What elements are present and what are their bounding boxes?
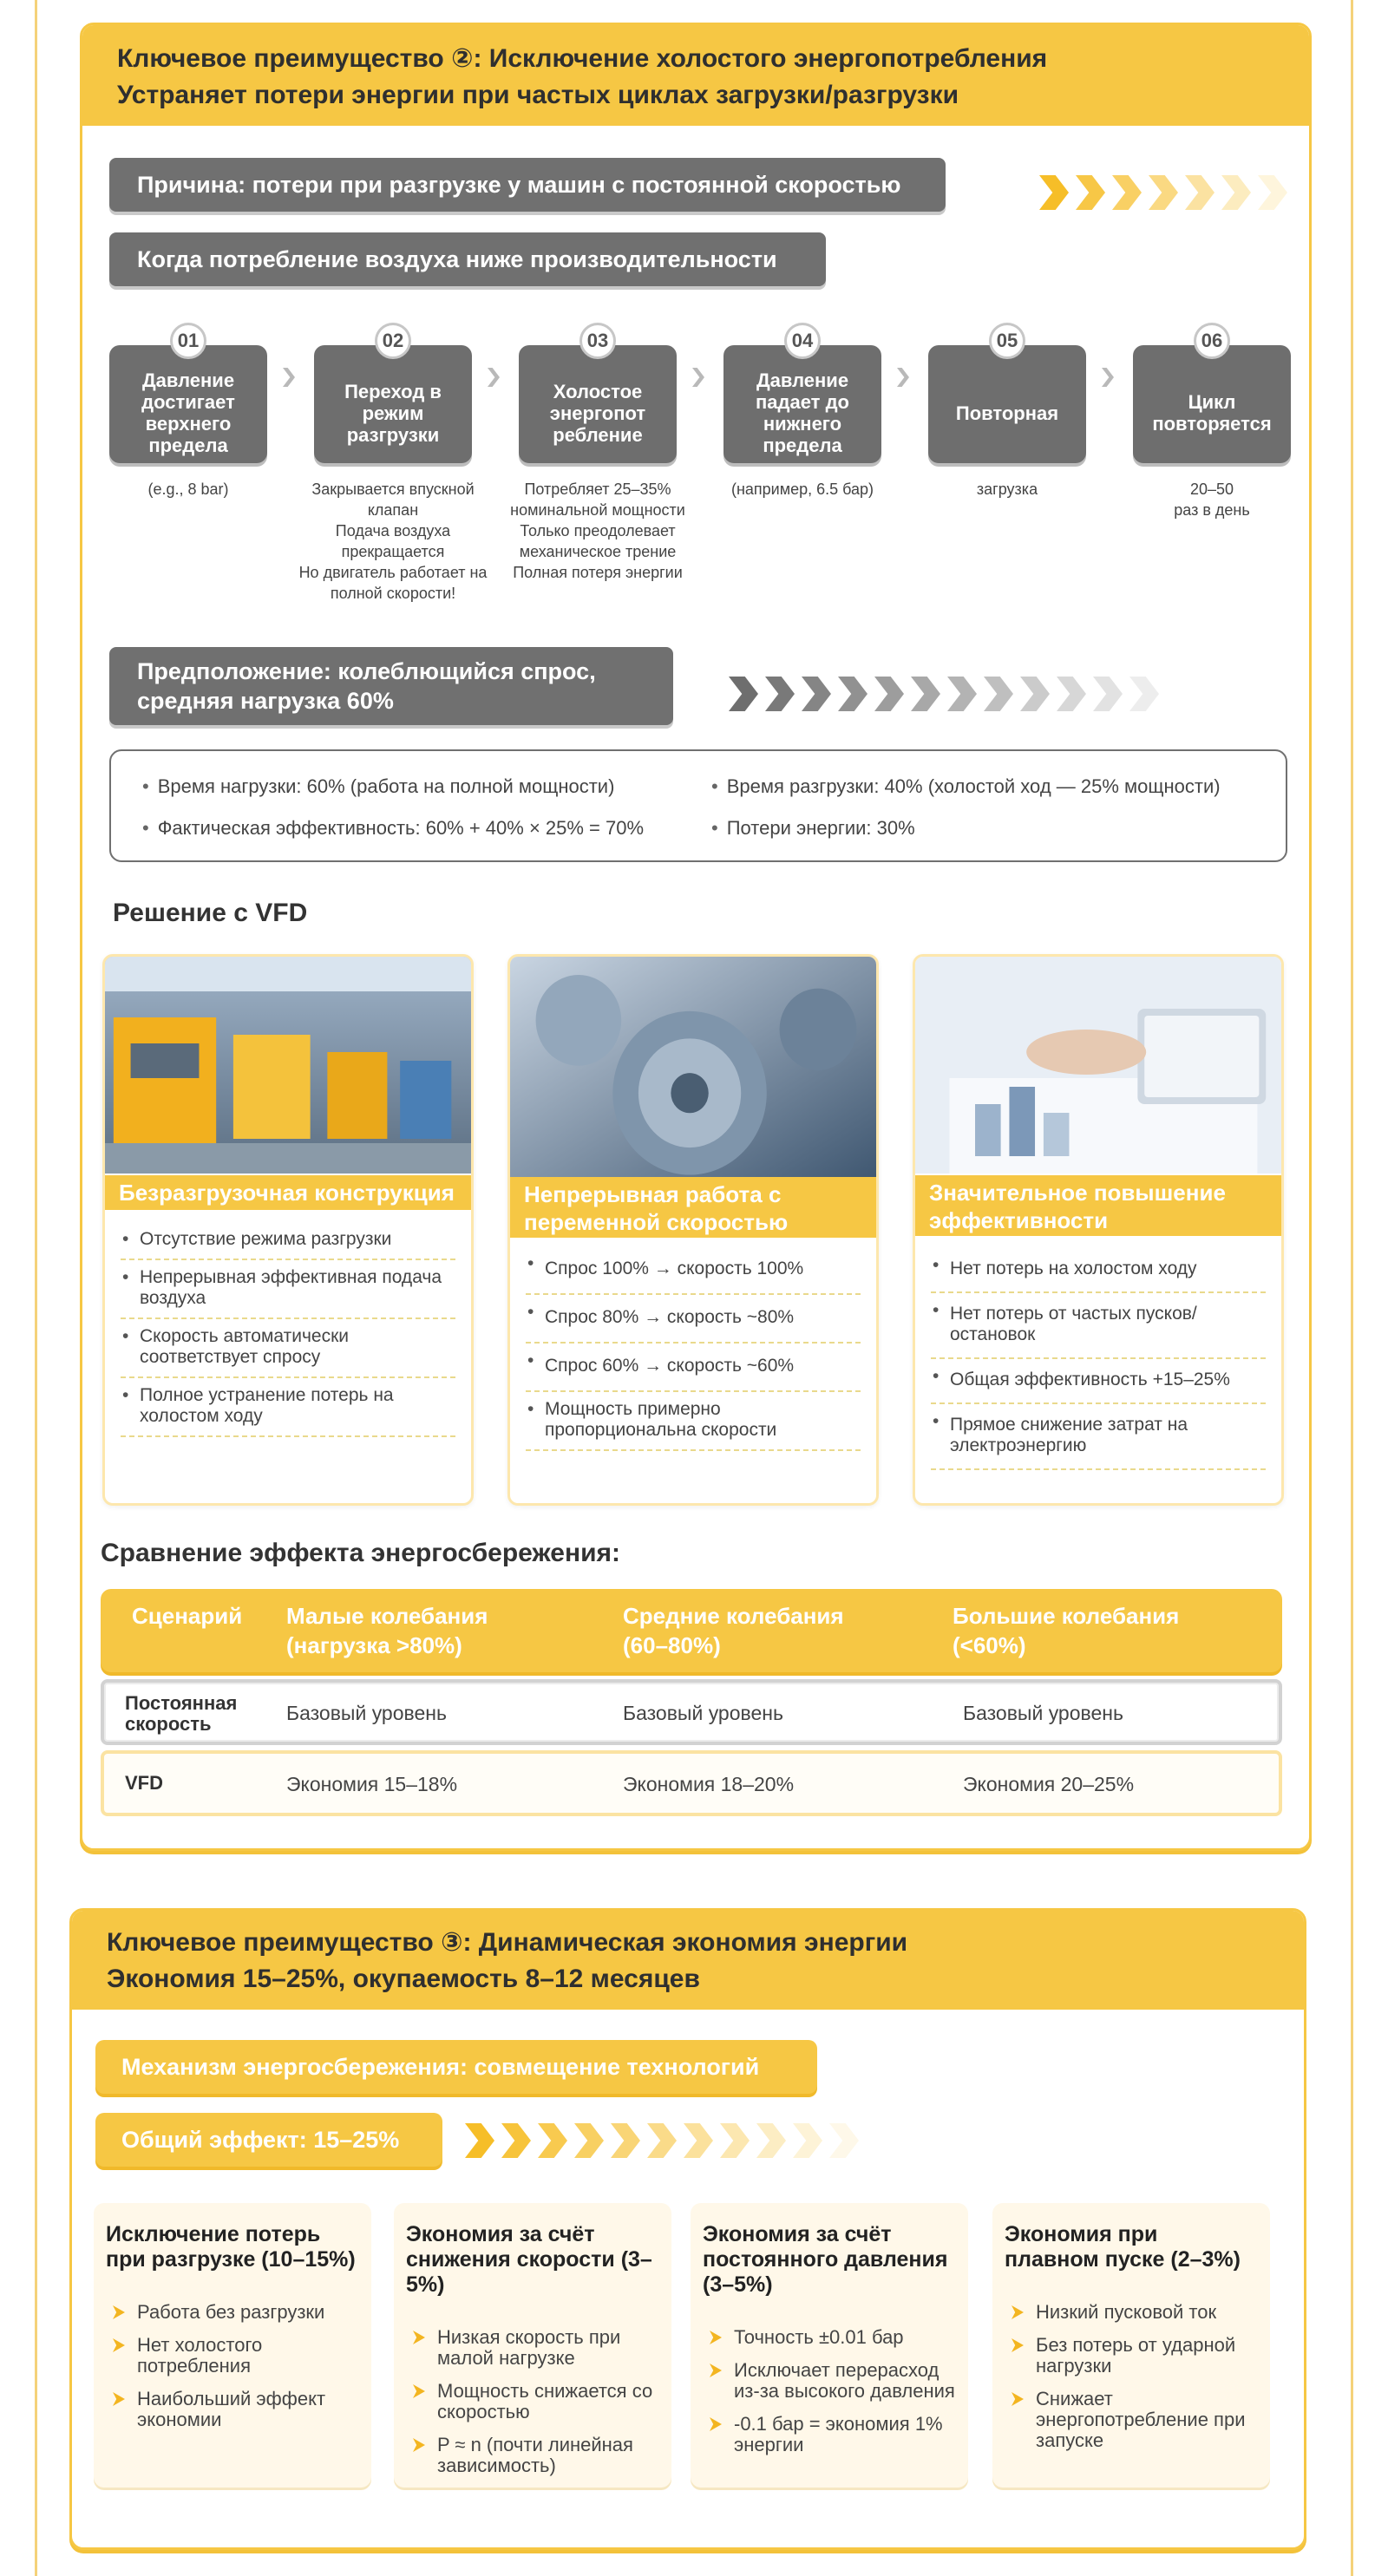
assumption-item: • Время нагрузки: 60% (работа на полной мощности): [142, 775, 614, 798]
mechanism-list-item: Низкая скорость при малой нагрузке: [406, 2327, 659, 2369]
chevron-right-icon: [1039, 175, 1069, 210]
chevron-right-icon: [874, 677, 904, 711]
assumption-item: • Потери энергии: 30%: [711, 817, 915, 840]
chevron-right-icon: [829, 2123, 859, 2158]
row-cell: Базовый уровень: [623, 1702, 783, 1724]
list-item: • Спрос 100% → скорость 100%: [526, 1246, 861, 1295]
chevron-decoration-gray: [729, 677, 1159, 711]
chevron-right-icon: [984, 677, 1013, 711]
mechanism-list-item: Низкий пусковой ток: [1005, 2302, 1258, 2323]
card-title-text: Значительное повышение эффективности: [929, 1180, 1226, 1233]
card-title: Безразгрузочная конструкция: [105, 1175, 471, 1210]
step-number-badge: 06: [1194, 323, 1230, 359]
process-step-05: Повторная: [928, 345, 1086, 463]
vfd-card-variable-speed: [507, 954, 879, 1506]
chevron-decoration-yellow: [465, 2123, 859, 2158]
chevron-right-icon: [1020, 677, 1050, 711]
list-item: • Непрерывная эффективная подача воздуха: [121, 1260, 455, 1319]
section-advantage-2: [80, 23, 1312, 1851]
row-label: Постоянная скорость: [125, 1692, 238, 1735]
assumption-line-1: Предположение: колеблющийся спрос,: [137, 658, 596, 684]
page-border-left: [35, 0, 37, 2576]
compare-header-cell: Сценарий: [132, 1603, 243, 1629]
mechanism-card-title: Исключение потерь при разгрузке (10–15%): [106, 2222, 356, 2272]
chevron-right-icon: [501, 2123, 531, 2158]
mechanism-list-item: Работа без разгрузки: [106, 2302, 359, 2323]
mechanism-card: [691, 2203, 968, 2488]
chevron-right-icon: [1221, 175, 1251, 210]
mechanism-list-item: Снижает энергопотребление при запуске: [1005, 2389, 1258, 2451]
chevron-decoration: [1039, 175, 1287, 210]
chevron-right-icon: [802, 677, 831, 711]
compare-row-constant: [101, 1679, 1282, 1745]
chevron-right-icon: [538, 2123, 567, 2158]
card-list: [121, 1222, 455, 1437]
row-cell: Базовый уровень: [286, 1702, 447, 1724]
chevron-right-icon: [1185, 175, 1214, 210]
card-title: [510, 1177, 876, 1238]
step-description: (например, 6.5 бар): [730, 481, 874, 498]
chevron-right-icon: [1258, 175, 1287, 210]
section-subtitle: Устраняет потери энергии при частых циклах загрузки/разгрузки: [117, 81, 959, 109]
step-description: 20–50 раз в день: [1174, 481, 1250, 519]
step-description: Закрывается впускной клапан Подача воздуха прекращается Но двигатель работает на полной скорости!: [298, 481, 488, 602]
assumption-item: • Время разгрузки: 40% (холостой ход — 25% мощности): [711, 775, 1221, 798]
chevron-right-icon: [947, 677, 977, 711]
cause-pill: Причина: потери при разгрузке у машин с постоянной скоростью: [109, 158, 946, 212]
mechanism-card: [394, 2203, 671, 2488]
mechanism-list-item: Без потерь от ударной нагрузки: [1005, 2335, 1258, 2377]
list-item: • Скорость автоматически соответствует спросу: [121, 1319, 455, 1378]
section-title: Ключевое преимущество ②: Исключение холостого энергопотребления: [117, 44, 1048, 73]
chevron-right-icon: [1076, 175, 1105, 210]
compare-table-header: [101, 1589, 1282, 1672]
list-item: • Спрос 80% → скорость ~80%: [526, 1295, 861, 1344]
list-item: • Отсутствие режима разгрузки: [121, 1222, 455, 1260]
process-step-06: Цикл повторяется: [1133, 345, 1291, 463]
chevron-right-icon: [911, 677, 940, 711]
list-item: • Нет потерь на холостом ходу: [931, 1248, 1266, 1293]
row-cell: Базовый уровень: [963, 1702, 1123, 1724]
spacer: [1005, 2272, 1258, 2290]
chevron-right-icon: [1149, 175, 1178, 210]
compare-title: Сравнение эффекта энергосбережения:: [101, 1539, 621, 1567]
mechanism-list-item: Исключает перерасход из-за высокого давления: [703, 2360, 956, 2402]
section-header: [82, 25, 1309, 126]
assumption-pill: [109, 647, 673, 725]
step-number-badge: 02: [375, 323, 411, 359]
list-item: • Мощность примерно пропорциональна скорости: [526, 1392, 861, 1451]
chevron-right-icon: [1129, 677, 1159, 711]
step-number-badge: 03: [579, 323, 616, 359]
chevron-right-icon: [729, 677, 758, 711]
mechanism-list-item: Мощность снижается со скоростью: [406, 2381, 659, 2422]
card-title-text: Непрерывная работа с переменной скоростью: [524, 1181, 789, 1235]
step-description: Потребляет 25–35% номинальной мощности Только преодолевает механическое трение Полная потеря энергии: [510, 481, 685, 581]
compare-header-cell: Средние колебания (60–80%): [623, 1603, 844, 1658]
step-description: загрузка: [976, 481, 1038, 498]
row-cell: Экономия 18–20%: [623, 1773, 795, 1795]
section-title: Ключевое преимущество ③: Динамическая экономия энергии: [107, 1928, 908, 1957]
assumption-item: • Фактическая эффективность: 60% + 40% × 25% = 70%: [142, 817, 644, 840]
mechanism-card-title: Экономия при плавном пуске (2–3%): [1005, 2222, 1241, 2272]
mechanism-card: [992, 2203, 1270, 2488]
list-item: • Прямое снижение затрат на электроэнергию: [931, 1404, 1266, 1470]
list-item: • Спрос 60% → скорость ~60%: [526, 1344, 861, 1392]
list-item: • Полное устранение потерь на холостом ходу: [121, 1378, 455, 1437]
chevron-right-icon: [647, 2123, 677, 2158]
mechanism-list-item: Точность ±0.01 бар: [703, 2327, 956, 2348]
process-step-03: Холостое энергопот ребление: [519, 345, 677, 463]
page-border-right: [1351, 0, 1353, 2576]
mechanism-card-title: Экономия за счёт снижения скорости (3–5%): [406, 2222, 652, 2297]
spacer: [106, 2272, 359, 2290]
chevron-right-icon: [1057, 677, 1086, 711]
process-step-02: Переход в режим разгрузки: [314, 345, 472, 463]
mechanism-list-item: Нет холостого потребления: [106, 2335, 359, 2377]
assumption-line-2: средняя нагрузка 60%: [137, 688, 394, 714]
step-number-badge: 05: [989, 323, 1025, 359]
mechanism-list-item: Наибольший эффект экономии: [106, 2389, 359, 2430]
section-subtitle: Экономия 15–25%, окупаемость 8–12 месяцев: [107, 1965, 700, 1993]
mechanism-card-title: Экономия за счёт постоянного давления (3–5%): [703, 2222, 948, 2297]
process-step-04: Давление падает до нижнего предела: [723, 345, 881, 463]
assumption-box: [109, 749, 1287, 862]
list-item: • Общая эффективность +15–25%: [931, 1359, 1266, 1404]
list-item: • Нет потерь от частых пусков/остановок: [931, 1293, 1266, 1359]
mechanism-card: [94, 2203, 371, 2488]
vfd-solution-title: Решение с VFD: [113, 899, 308, 927]
mechanism-pill: Механизм энергосбережения: совмещение технологий: [95, 2040, 817, 2094]
card-list: [931, 1248, 1266, 1470]
section-header: [72, 1911, 1304, 2010]
total-effect-pill: Общий эффект: 15–25%: [95, 2113, 442, 2167]
spacer: [406, 2298, 659, 2315]
spacer: [703, 2298, 956, 2315]
process-step-01: Давление достигает верхнего предела: [109, 345, 267, 463]
chevron-right-icon: [1112, 175, 1142, 210]
step-number-badge: 01: [170, 323, 206, 359]
row-cell: Экономия 15–18%: [286, 1773, 458, 1795]
factory-image: [105, 957, 471, 1174]
compare-header-cell: Большие колебания (<60%): [953, 1603, 1180, 1658]
business-report-image: [915, 957, 1281, 1174]
card-title: [915, 1175, 1281, 1236]
chevron-right-icon: [793, 2123, 822, 2158]
chevron-right-icon: [1093, 677, 1123, 711]
vfd-card-efficiency: [913, 954, 1284, 1506]
chevron-right-icon: [765, 677, 795, 711]
chevron-right-icon: [611, 2123, 640, 2158]
chevron-right-icon: [838, 677, 868, 711]
compare-header-cell: Малые колебания (нагрузка >80%): [286, 1603, 488, 1658]
vfd-card-no-unload: [102, 954, 474, 1506]
mechanism-list-item: -0.1 бар = экономия 1% энергии: [703, 2414, 956, 2455]
when-pill: Когда потребление воздуха ниже производительности: [109, 232, 826, 286]
row-label: VFD: [125, 1772, 163, 1794]
gear-machinery-image: [510, 957, 876, 1184]
chevron-right-icon: [465, 2123, 494, 2158]
mechanism-list-item: P ≈ n (почти линейная зависимость): [406, 2435, 659, 2476]
chevron-right-icon: [720, 2123, 750, 2158]
card-list: [526, 1246, 861, 1451]
step-description: (e.g., 8 bar): [147, 481, 229, 498]
step-number-badge: 04: [784, 323, 821, 359]
chevron-right-icon: [756, 2123, 786, 2158]
chevron-right-icon: [684, 2123, 713, 2158]
chevron-right-icon: [574, 2123, 604, 2158]
compare-row-vfd: [101, 1750, 1282, 1816]
row-cell: Экономия 20–25%: [963, 1773, 1135, 1795]
